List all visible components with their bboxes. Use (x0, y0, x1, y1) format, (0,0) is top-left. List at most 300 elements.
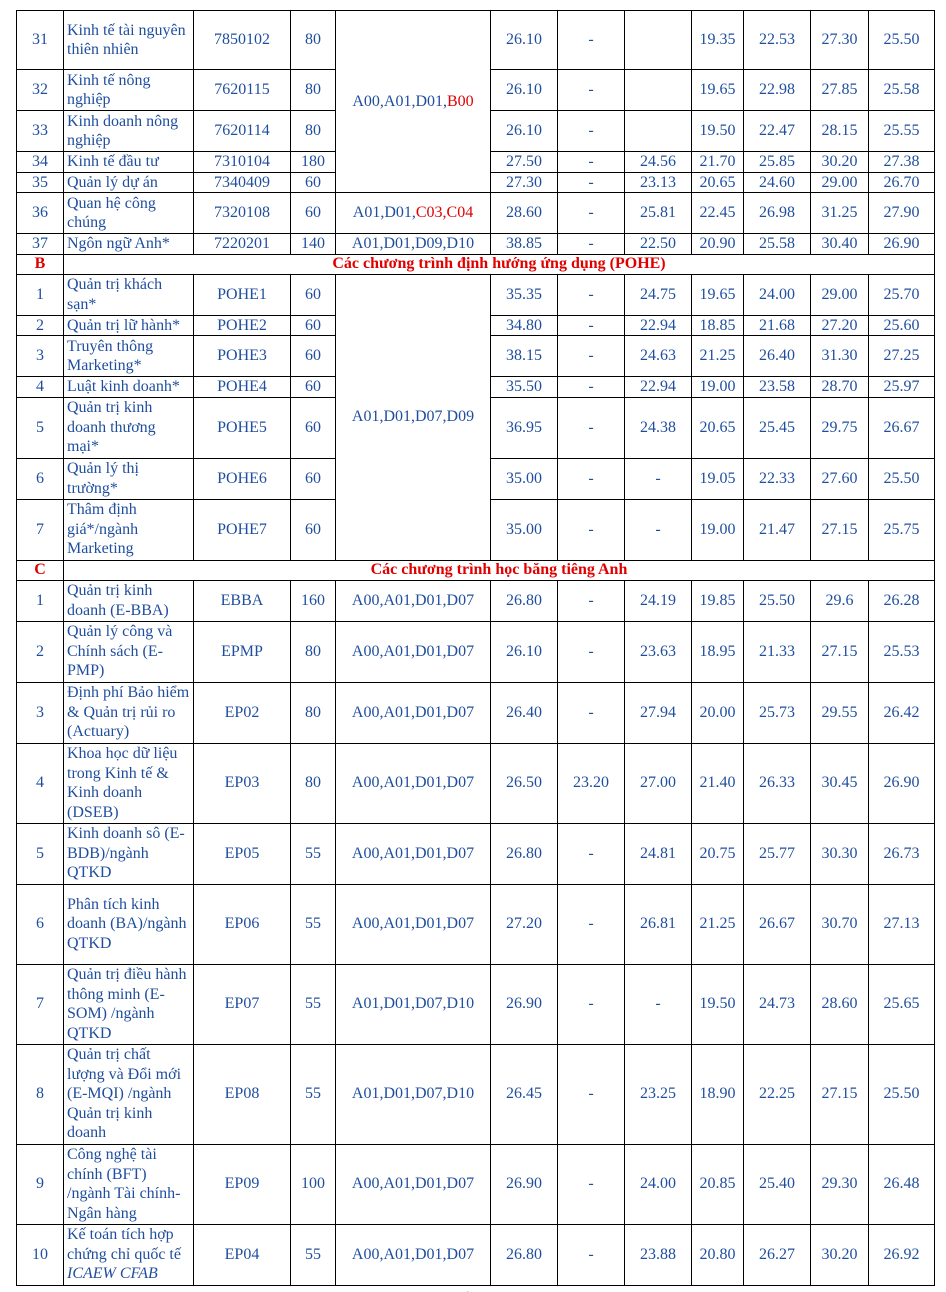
quota-cell: 60 (291, 458, 336, 499)
table-row (17, 1224, 935, 1285)
score-cell-c2: - (558, 70, 625, 111)
table-row (17, 254, 935, 274)
score-cell-c7: 26.28 (869, 580, 935, 621)
score-cell-c3: 24.63 (625, 336, 692, 377)
score-cell-c1: 26.80 (491, 580, 558, 621)
score-cell-c2: - (558, 1144, 625, 1224)
score-cell-c7: 26.70 (869, 172, 935, 193)
score-cell-c1: 38.85 (491, 234, 558, 255)
score-cell-c6: 27.60 (811, 458, 869, 499)
score-cell-c1: 26.10 (491, 111, 558, 152)
subject-combo-cell: A01,D01,D07,D10 (336, 1044, 491, 1144)
program-code-cell: POHE4 (194, 377, 291, 398)
score-cell-c7: 26.92 (869, 1224, 935, 1285)
section-letter: B (17, 254, 64, 274)
subject-combo-cell: A00,A01,D01,D07 (336, 682, 491, 743)
program-name-cell: Kinh tế tài nguyên thiên nhiên (64, 11, 194, 70)
program-code-cell: POHE6 (194, 458, 291, 499)
score-cell-c3: 23.63 (625, 621, 692, 682)
score-cell-c7: 27.38 (869, 152, 935, 173)
score-cell-c1: 26.80 (491, 823, 558, 884)
score-cell-c5: 25.58 (744, 234, 811, 255)
program-code-cell: EP07 (194, 964, 291, 1044)
score-cell-c4: 19.50 (692, 964, 744, 1044)
score-cell-c4: 19.50 (692, 111, 744, 152)
program-name-text: Kế toán tích hợp chứng chỉ quốc tế (67, 1226, 181, 1263)
program-name-cell: Quản lý công và Chính sách (E-PMP) (64, 621, 194, 682)
score-cell-c5: 22.47 (744, 111, 811, 152)
score-cell-c5: 25.50 (744, 580, 811, 621)
score-cell-c6: 30.30 (811, 823, 869, 884)
score-cell-c7: 25.70 (869, 274, 935, 315)
program-name-cell: Quản trị khách sạn* (64, 274, 194, 315)
score-cell-c5: 25.73 (744, 682, 811, 743)
subject-combo-cell: A00,A01,D01,D07 (336, 743, 491, 823)
table-row (17, 274, 935, 315)
score-cell-c2: - (558, 964, 625, 1044)
program-name-cell: Truyên thông Marketing* (64, 336, 194, 377)
program-name-cell: Quản trị điều hành thông minh (E-SOM) /ngành QTKD (64, 964, 194, 1044)
score-cell-c2: - (558, 152, 625, 173)
score-cell-c4: 19.35 (692, 11, 744, 70)
score-cell-c4: 20.90 (692, 234, 744, 255)
stt-cell: 9 (17, 1144, 64, 1224)
program-name-italic: ICAEW CFAB (67, 1265, 158, 1283)
score-cell-c6: 27.15 (811, 1044, 869, 1144)
score-cell-c3: 26.81 (625, 884, 692, 964)
score-cell-c2: - (558, 377, 625, 398)
subject-combo-cell: A01,D01,D09,D10 (336, 234, 491, 255)
quota-cell: 180 (291, 152, 336, 173)
score-cell-c3: - (625, 964, 692, 1044)
score-cell-c1: 38.15 (491, 336, 558, 377)
score-cell-c6: 29.00 (811, 274, 869, 315)
quota-cell: 55 (291, 1224, 336, 1285)
stt-cell: 1 (17, 274, 64, 315)
program-code-cell: POHE5 (194, 397, 291, 458)
score-cell-c6: 28.70 (811, 377, 869, 398)
subject-combo-cell: A00,A01,D01,D07 (336, 823, 491, 884)
score-cell-c6: 29.6 (811, 580, 869, 621)
score-cell-c1: 26.90 (491, 1144, 558, 1224)
program-name-cell: Quản trị kinh doanh (E-BBA) (64, 580, 194, 621)
score-cell-c5: 21.33 (744, 621, 811, 682)
score-cell-c2: - (558, 499, 625, 560)
score-cell-c5: 26.98 (744, 193, 811, 234)
stt-cell: 37 (17, 234, 64, 255)
subject-combo-cell: A00,A01,D01,D07 (336, 580, 491, 621)
quota-cell: 55 (291, 884, 336, 964)
program-code-cell: EBBA (194, 580, 291, 621)
score-cell-c5: 22.98 (744, 70, 811, 111)
score-cell-c2: 23.20 (558, 743, 625, 823)
stt-cell: 6 (17, 458, 64, 499)
stt-cell: 33 (17, 111, 64, 152)
score-cell-c6: 29.55 (811, 682, 869, 743)
stt-cell: 4 (17, 377, 64, 398)
score-cell-c3: - (625, 458, 692, 499)
program-code-cell: 7220201 (194, 234, 291, 255)
score-cell-c4: 20.80 (692, 1224, 744, 1285)
score-cell-c4: 21.25 (692, 884, 744, 964)
stt-cell: 8 (17, 1044, 64, 1144)
table-row (17, 823, 935, 884)
score-cell-c2: - (558, 315, 625, 336)
score-cell-c2: - (558, 336, 625, 377)
section-title: Các chương trình định hướng ứng dụng (POHE) (64, 254, 935, 274)
score-cell-c4: 21.70 (692, 152, 744, 173)
score-cell-c3: 24.19 (625, 580, 692, 621)
stt-cell: 4 (17, 743, 64, 823)
score-cell-c6: 29.30 (811, 1144, 869, 1224)
quota-cell: 80 (291, 11, 336, 70)
quota-cell: 60 (291, 193, 336, 234)
quota-cell: 60 (291, 172, 336, 193)
combo-text: A00,A01,D01, (352, 92, 447, 110)
score-cell-c5: 21.68 (744, 315, 811, 336)
program-code-cell: EP04 (194, 1224, 291, 1285)
admission-score-table (16, 10, 935, 1286)
program-code-cell: EP05 (194, 823, 291, 884)
score-cell-c6: 30.70 (811, 884, 869, 964)
subject-combo-cell: A00,A01,D01,D07 (336, 621, 491, 682)
score-cell-c6: 31.25 (811, 193, 869, 234)
score-cell-c6: 27.15 (811, 499, 869, 560)
score-cell-c2: - (558, 274, 625, 315)
score-cell-c3: 27.00 (625, 743, 692, 823)
program-code-cell: EP03 (194, 743, 291, 823)
score-cell-c1: 27.50 (491, 152, 558, 173)
quota-cell: 55 (291, 964, 336, 1044)
program-name-cell: Kinh tế đầu tư (64, 152, 194, 173)
stt-cell: 32 (17, 70, 64, 111)
table-row (17, 964, 935, 1044)
table-row (17, 884, 935, 964)
score-cell-c2: - (558, 1224, 625, 1285)
score-cell-c5: 26.27 (744, 1224, 811, 1285)
score-cell-c7: 26.42 (869, 682, 935, 743)
score-cell-c3 (625, 70, 692, 111)
program-name-cell: Thâm định giá*/ngành Marketing (64, 499, 194, 560)
table-body (17, 11, 935, 1286)
score-cell-c3: 22.50 (625, 234, 692, 255)
score-cell-c4: 20.65 (692, 397, 744, 458)
program-code-cell: 7340409 (194, 172, 291, 193)
score-cell-c3: 24.75 (625, 274, 692, 315)
program-code-cell: POHE1 (194, 274, 291, 315)
stt-cell: 5 (17, 823, 64, 884)
program-name-cell: Quản lý thị trường* (64, 458, 194, 499)
quota-cell: 60 (291, 315, 336, 336)
score-cell-c1: 26.40 (491, 682, 558, 743)
program-code-cell: EP06 (194, 884, 291, 964)
score-cell-c6: 29.00 (811, 172, 869, 193)
program-code-cell: EP09 (194, 1144, 291, 1224)
score-cell-c1: 26.10 (491, 621, 558, 682)
stt-cell: 34 (17, 152, 64, 173)
score-cell-c1: 26.80 (491, 1224, 558, 1285)
score-cell-c2: - (558, 458, 625, 499)
score-cell-c3: 24.56 (625, 152, 692, 173)
score-cell-c6: 27.30 (811, 11, 869, 70)
score-cell-c4: 19.00 (692, 377, 744, 398)
score-cell-c5: 25.85 (744, 152, 811, 173)
score-cell-c1: 26.10 (491, 70, 558, 111)
subject-combo-cell (336, 193, 491, 234)
score-cell-c6: 28.60 (811, 964, 869, 1044)
quota-cell: 55 (291, 1044, 336, 1144)
table-row (17, 621, 935, 682)
score-cell-c3: 23.25 (625, 1044, 692, 1144)
score-cell-c3: 27.94 (625, 682, 692, 743)
quota-cell: 60 (291, 377, 336, 398)
quota-cell: 55 (291, 823, 336, 884)
quota-cell: 60 (291, 336, 336, 377)
score-cell-c7: 27.25 (869, 336, 935, 377)
table-row (17, 682, 935, 743)
section-title: Các chương trình học băng tiêng Anh (64, 560, 935, 580)
table-row (17, 1044, 935, 1144)
score-cell-c7: 25.50 (869, 11, 935, 70)
quota-cell: 80 (291, 682, 336, 743)
score-cell-c7: 25.53 (869, 621, 935, 682)
combo-highlight: C03,C04 (415, 204, 474, 222)
score-cell-c3: 24.81 (625, 823, 692, 884)
stt-cell: 7 (17, 964, 64, 1044)
table-row (17, 743, 935, 823)
score-cell-c4: 20.65 (692, 172, 744, 193)
program-name-cell: Công nghệ tài chính (BFT) /ngành Tài chính-Ngân hàng (64, 1144, 194, 1224)
quota-cell: 80 (291, 111, 336, 152)
table-row (17, 560, 935, 580)
program-name-cell: Kinh tế nông nghiệp (64, 70, 194, 111)
stt-cell: 31 (17, 11, 64, 70)
program-code-cell: 7620114 (194, 111, 291, 152)
score-cell-c2: - (558, 111, 625, 152)
stt-cell: 5 (17, 397, 64, 458)
score-cell-c5: 22.33 (744, 458, 811, 499)
score-cell-c7: 26.67 (869, 397, 935, 458)
score-cell-c4: 20.75 (692, 823, 744, 884)
section-letter: C (17, 560, 64, 580)
score-cell-c2: - (558, 580, 625, 621)
score-cell-c6: 30.40 (811, 234, 869, 255)
score-cell-c5: 23.58 (744, 377, 811, 398)
score-cell-c6: 30.20 (811, 1224, 869, 1285)
score-cell-c3 (625, 11, 692, 70)
score-cell-c1: 27.20 (491, 884, 558, 964)
score-cell-c7: 26.90 (869, 234, 935, 255)
score-cell-c5: 24.73 (744, 964, 811, 1044)
program-name-cell (64, 1224, 194, 1285)
score-cell-c1: 27.30 (491, 172, 558, 193)
score-cell-c3: 22.94 (625, 377, 692, 398)
score-cell-c7: 26.90 (869, 743, 935, 823)
program-code-cell: 7310104 (194, 152, 291, 173)
score-cell-c7: 27.90 (869, 193, 935, 234)
score-cell-c2: - (558, 621, 625, 682)
stt-cell: 3 (17, 336, 64, 377)
program-name-cell: Quản trị chất lượng và Đổi mới (E-MQI) /ngành Quản trị kinh doanh (64, 1044, 194, 1144)
program-name-cell: Kinh doanh nông nghiệp (64, 111, 194, 152)
stt-cell: 7 (17, 499, 64, 560)
table-row (17, 193, 935, 234)
quota-cell: 60 (291, 397, 336, 458)
score-cell-c1: 34.80 (491, 315, 558, 336)
score-cell-c1: 35.50 (491, 377, 558, 398)
score-cell-c4: 18.85 (692, 315, 744, 336)
score-cell-c4: 20.00 (692, 682, 744, 743)
score-cell-c4: 21.40 (692, 743, 744, 823)
score-cell-c6: 29.75 (811, 397, 869, 458)
quota-cell: 80 (291, 621, 336, 682)
score-cell-c5: 22.53 (744, 11, 811, 70)
score-cell-c2: - (558, 193, 625, 234)
score-cell-c7: 26.48 (869, 1144, 935, 1224)
score-cell-c5: 25.77 (744, 823, 811, 884)
score-cell-c2: - (558, 884, 625, 964)
score-cell-c7: 27.13 (869, 884, 935, 964)
score-cell-c4: 19.65 (692, 274, 744, 315)
combo-highlight: B00 (447, 92, 474, 110)
page-number: . (466, 1283, 470, 1292)
score-cell-c1: 26.50 (491, 743, 558, 823)
score-cell-c7: 25.75 (869, 499, 935, 560)
score-cell-c3: 24.38 (625, 397, 692, 458)
score-cell-c5: 21.47 (744, 499, 811, 560)
score-cell-c7: 25.55 (869, 111, 935, 152)
score-cell-c3: 23.13 (625, 172, 692, 193)
score-cell-c1: 26.45 (491, 1044, 558, 1144)
program-code-cell: POHE3 (194, 336, 291, 377)
score-cell-c2: - (558, 397, 625, 458)
subject-combo-cell: A00,A01,D01,D07 (336, 1144, 491, 1224)
stt-cell: 3 (17, 682, 64, 743)
score-cell-c1: 36.95 (491, 397, 558, 458)
program-code-cell: 7850102 (194, 11, 291, 70)
stt-cell: 2 (17, 315, 64, 336)
score-cell-c6: 27.20 (811, 315, 869, 336)
score-cell-c4: 19.65 (692, 70, 744, 111)
score-cell-c7: 26.73 (869, 823, 935, 884)
score-cell-c3: 25.81 (625, 193, 692, 234)
score-cell-c6: 27.15 (811, 621, 869, 682)
score-cell-c1: 35.00 (491, 499, 558, 560)
program-code-cell: EP02 (194, 682, 291, 743)
score-cell-c2: - (558, 234, 625, 255)
quota-cell: 100 (291, 1144, 336, 1224)
quota-cell: 60 (291, 499, 336, 560)
score-cell-c5: 22.25 (744, 1044, 811, 1144)
score-cell-c5: 24.60 (744, 172, 811, 193)
table-row (17, 234, 935, 255)
score-cell-c6: 30.20 (811, 152, 869, 173)
table-row (17, 1144, 935, 1224)
program-code-cell: 7320108 (194, 193, 291, 234)
score-cell-c3: 24.00 (625, 1144, 692, 1224)
score-cell-c5: 24.00 (744, 274, 811, 315)
score-cell-c2: - (558, 682, 625, 743)
score-cell-c4: 19.05 (692, 458, 744, 499)
score-cell-c1: 28.60 (491, 193, 558, 234)
score-cell-c2: - (558, 11, 625, 70)
table-row (17, 580, 935, 621)
program-name-cell: Kinh doanh sô (E-BDB)/ngành QTKD (64, 823, 194, 884)
combo-text: A01,D01, (352, 204, 416, 222)
program-code-cell: EPMP (194, 621, 291, 682)
score-cell-c3: 23.88 (625, 1224, 692, 1285)
program-name-cell: Quản trị kinh doanh thương mại* (64, 397, 194, 458)
score-cell-c7: 25.50 (869, 458, 935, 499)
subject-combo-cell (336, 11, 491, 193)
quota-cell: 60 (291, 274, 336, 315)
score-cell-c2: - (558, 1044, 625, 1144)
program-code-cell: POHE2 (194, 315, 291, 336)
score-cell-c6: 31.30 (811, 336, 869, 377)
program-name-cell: Định phí Bảo hiểm & Quản trị rủi ro (Actuary) (64, 682, 194, 743)
subject-combo-cell: A00,A01,D01,D07 (336, 884, 491, 964)
score-cell-c5: 26.67 (744, 884, 811, 964)
stt-cell: 10 (17, 1224, 64, 1285)
stt-cell: 2 (17, 621, 64, 682)
program-name-cell: Khoa học dữ liệu trong Kinh tế & Kinh doanh (DSEB) (64, 743, 194, 823)
score-cell-c4: 19.00 (692, 499, 744, 560)
score-cell-c7: 25.50 (869, 1044, 935, 1144)
program-name-cell: Quan hệ công chúng (64, 193, 194, 234)
quota-cell: 140 (291, 234, 336, 255)
program-code-cell: 7620115 (194, 70, 291, 111)
program-code-cell: EP08 (194, 1044, 291, 1144)
score-cell-c1: 26.90 (491, 964, 558, 1044)
score-cell-c4: 22.45 (692, 193, 744, 234)
score-cell-c5: 26.33 (744, 743, 811, 823)
score-cell-c5: 26.40 (744, 336, 811, 377)
quota-cell: 160 (291, 580, 336, 621)
score-cell-c6: 28.15 (811, 111, 869, 152)
program-name-cell: Luật kinh doanh* (64, 377, 194, 398)
subject-combo-cell: A01,D01,D07,D09 (336, 274, 491, 560)
score-cell-c7: 25.58 (869, 70, 935, 111)
program-name-cell: Phân tích kinh doanh (BA)/ngành QTKD (64, 884, 194, 964)
quota-cell: 80 (291, 743, 336, 823)
stt-cell: 35 (17, 172, 64, 193)
program-name-cell: Quản lý dự án (64, 172, 194, 193)
subject-combo-cell: A00,A01,D01,D07 (336, 1224, 491, 1285)
score-cell-c2: - (558, 823, 625, 884)
score-cell-c7: 25.97 (869, 377, 935, 398)
subject-combo-cell: A01,D01,D07,D10 (336, 964, 491, 1044)
score-cell-c4: 20.85 (692, 1144, 744, 1224)
score-cell-c3: - (625, 499, 692, 560)
score-cell-c2: - (558, 172, 625, 193)
score-cell-c3 (625, 111, 692, 152)
stt-cell: 1 (17, 580, 64, 621)
score-cell-c1: 26.10 (491, 11, 558, 70)
score-cell-c1: 35.00 (491, 458, 558, 499)
score-cell-c1: 35.35 (491, 274, 558, 315)
program-name-cell: Quản trị lữ hành* (64, 315, 194, 336)
score-cell-c6: 30.45 (811, 743, 869, 823)
quota-cell: 80 (291, 70, 336, 111)
score-cell-c5: 25.40 (744, 1144, 811, 1224)
program-code-cell: POHE7 (194, 499, 291, 560)
score-cell-c4: 21.25 (692, 336, 744, 377)
score-cell-c7: 25.65 (869, 964, 935, 1044)
score-cell-c5: 25.45 (744, 397, 811, 458)
score-cell-c4: 18.95 (692, 621, 744, 682)
stt-cell: 6 (17, 884, 64, 964)
table-row (17, 11, 935, 70)
